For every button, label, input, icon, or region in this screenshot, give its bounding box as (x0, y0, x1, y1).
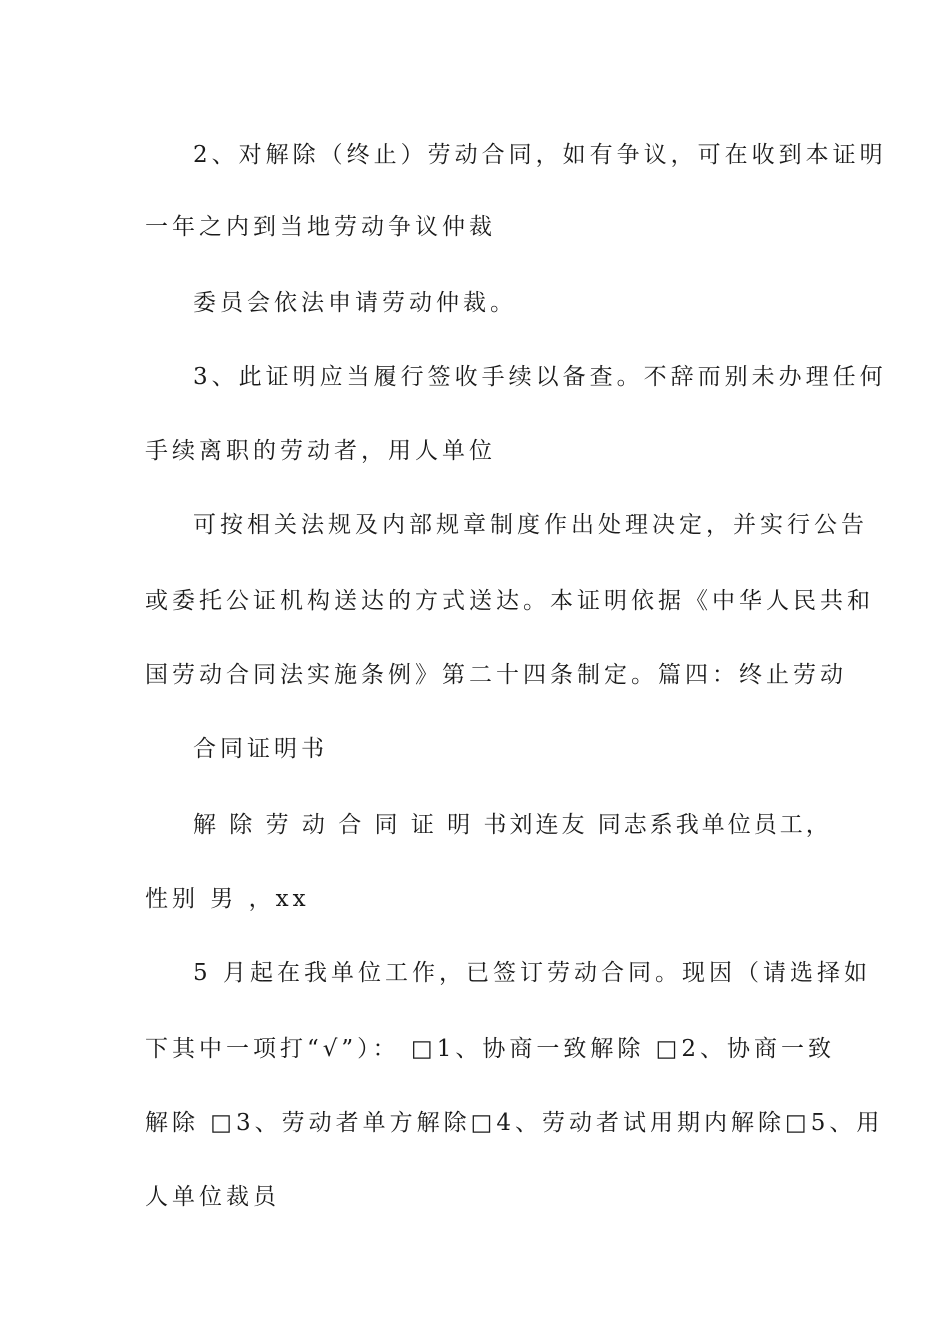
paragraph-line: 5 月起在我单位工作，已签订劳动合同。现因（请选择如 (193, 960, 871, 986)
paragraph-line: 一年之内到当地劳动争议仲裁 (145, 214, 496, 240)
section-heading: 合同证明书 (193, 736, 328, 762)
paragraph-line: 可按相关法规及内部规章制度作出处理决定，并实行公告 (193, 512, 868, 538)
paragraph-line: 3、此证明应当履行签收手续以备查。不辞而别未办理任何 (193, 364, 887, 390)
paragraph-line: 2、对解除（终止）劳动合同，如有争议，可在收到本证明 (193, 142, 887, 168)
paragraph-line: 解 除 劳 动 合 同 证 明 书刘连友 同志系我单位员工， (193, 812, 832, 838)
paragraph-line: 手续离职的劳动者，用人单位 (145, 438, 496, 464)
paragraph-line: 性别 男 ，xx (145, 886, 310, 912)
paragraph-line: 国劳动合同法实施条例》第二十四条制定。篇四：终止劳动 (145, 662, 847, 688)
paragraph-line: 委员会依法申请劳动仲裁。 (193, 290, 517, 316)
paragraph-line: 或委托公证机构送达的方式送达。本证明依据《中华人民共和 (145, 588, 874, 614)
paragraph-line: 人单位裁员 (145, 1184, 280, 1210)
paragraph-line: 下其中一项打“√”）： □1、协商一致解除 □2、协商一致 (145, 1036, 836, 1062)
paragraph-line: 解除 □3、劳动者单方解除□4、劳动者试用期内解除□5、用 (145, 1110, 884, 1136)
